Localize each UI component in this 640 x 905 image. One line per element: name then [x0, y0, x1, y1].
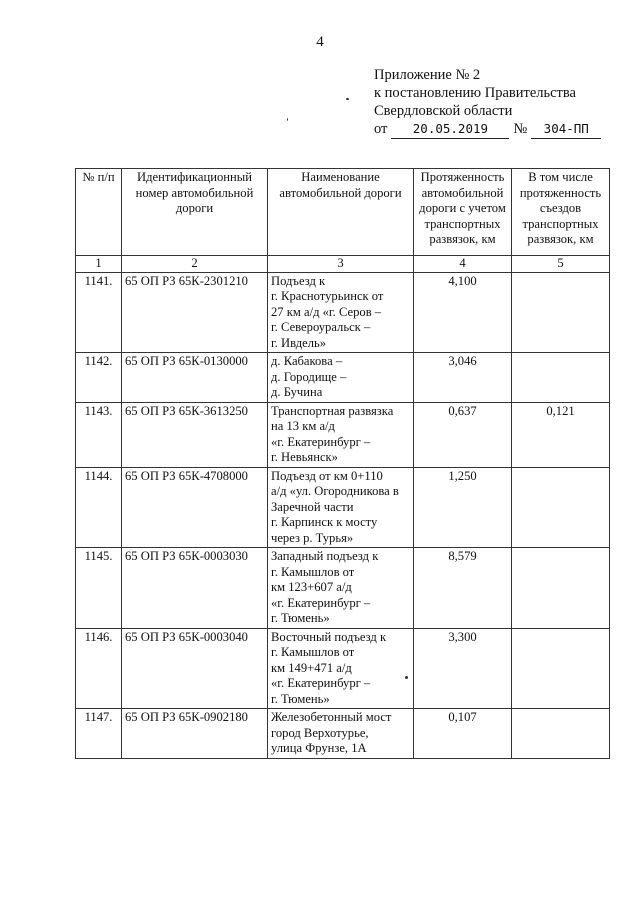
- road-name: Западный подъезд к г. Камышлов от км 123+607 а/д «г. Екатеринбург – г. Тюмень»: [268, 548, 414, 629]
- road-id: 65 ОП РЗ 65К-0003040: [122, 628, 268, 709]
- ramp-length: [512, 353, 610, 403]
- ramp-length: [512, 709, 610, 759]
- scan-speck: [287, 118, 288, 121]
- header-road-name: Наименование автомобильной дороги: [268, 169, 414, 256]
- table-row: [76, 709, 610, 759]
- road-length: 8,579: [414, 548, 512, 629]
- table-row: [76, 628, 610, 709]
- row-number: 1144.: [76, 467, 122, 548]
- table-row: [76, 548, 610, 629]
- header-road-id: Идентификационный номер автомобильной дороги: [122, 169, 268, 256]
- table-row: [76, 272, 610, 353]
- road-name: Восточный подъезд к г. Камышлов от км 149+471 а/д «г. Екатеринбург – г. Тюмень»: [268, 628, 414, 709]
- resolution-number: 304-ПП: [531, 120, 601, 139]
- road-length: 3,046: [414, 353, 512, 403]
- appendix-resolution-line: к постановлению Правительства: [374, 85, 576, 101]
- roads-table: [75, 168, 610, 759]
- column-number: 3: [268, 256, 414, 273]
- road-length: 1,250: [414, 467, 512, 548]
- row-number: 1145.: [76, 548, 122, 629]
- ramp-length: [512, 548, 610, 629]
- road-id: 65 ОП РЗ 65К-2301210: [122, 272, 268, 353]
- table-row: [76, 467, 610, 548]
- column-number: 1: [76, 256, 122, 273]
- column-number-row: [76, 256, 610, 273]
- road-length: 0,637: [414, 402, 512, 467]
- appendix-header: [374, 66, 601, 139]
- table-row: [76, 353, 610, 403]
- scan-speck: [346, 98, 349, 100]
- page-number: 4: [316, 34, 324, 50]
- ramp-length: [512, 272, 610, 353]
- road-name: д. Кабакова – д. Городище – д. Бучина: [268, 353, 414, 403]
- appendix-region-line: Свердловской области: [374, 103, 513, 119]
- ramp-length: 0,121: [512, 402, 610, 467]
- road-id: 65 ОП РЗ 65К-0130000: [122, 353, 268, 403]
- road-length: 3,300: [414, 628, 512, 709]
- road-name: Подъезд к г. Краснотурьинск от 27 км а/д «г. Серов – г. Североуральск – г. Ивдель»: [268, 272, 414, 353]
- road-id: 65 ОП РЗ 65К-3613250: [122, 402, 268, 467]
- resolution-date: 20.05.2019: [391, 120, 509, 139]
- row-number: 1147.: [76, 709, 122, 759]
- row-number: 1141.: [76, 272, 122, 353]
- column-number: 5: [512, 256, 610, 273]
- appendix-date-line: [374, 120, 601, 139]
- row-number: 1143.: [76, 402, 122, 467]
- road-length: 0,107: [414, 709, 512, 759]
- road-name: Транспортная развязка на 13 км а/д «г. Екатеринбург – г. Невьянск»: [268, 402, 414, 467]
- road-id: 65 ОП РЗ 65К-0003030: [122, 548, 268, 629]
- column-number: 4: [414, 256, 512, 273]
- header-road-length: Протяженность автомобильной дороги с учетом транспортных развязок, км: [414, 169, 512, 256]
- column-number: 2: [122, 256, 268, 273]
- header-row-number: № п/п: [76, 169, 122, 256]
- table-header-row: [76, 169, 610, 256]
- road-id: 65 ОП РЗ 65К-0902180: [122, 709, 268, 759]
- road-name: Железобетонный мост город Верхотурье, улица Фрунзе, 1А: [268, 709, 414, 759]
- table-row: [76, 402, 610, 467]
- road-id: 65 ОП РЗ 65К-4708000: [122, 467, 268, 548]
- number-prefix: №: [513, 121, 528, 137]
- row-number: 1146.: [76, 628, 122, 709]
- ramp-length: [512, 628, 610, 709]
- date-prefix: от: [374, 121, 388, 137]
- ramp-length: [512, 467, 610, 548]
- scan-speck: [405, 676, 408, 679]
- road-name: Подъезд от км 0+110 а/д «ул. Огородникова в Заречной части г. Карпинск к мосту через р. Турья»: [268, 467, 414, 548]
- appendix-title: Приложение № 2: [374, 67, 481, 83]
- road-length: 4,100: [414, 272, 512, 353]
- row-number: 1142.: [76, 353, 122, 403]
- header-ramp-length: В том числе протяженность съездов транспортных развязок, км: [512, 169, 610, 256]
